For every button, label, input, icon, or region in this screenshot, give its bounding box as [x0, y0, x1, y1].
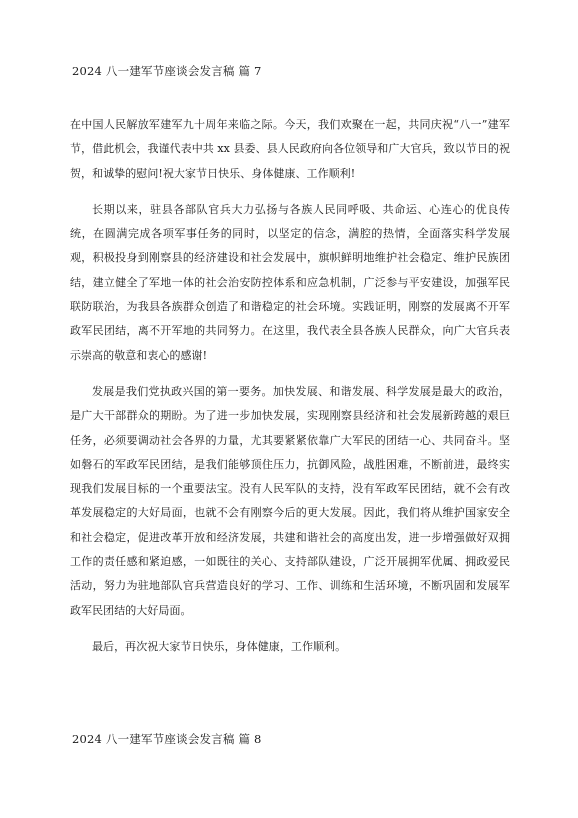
speech-body [70, 113, 510, 671]
paragraph-closing: 最后，再次祝大家节日快乐，身体健康，工作顺利。 [92, 639, 347, 653]
section-heading-7: 2024 八一建军节座谈会发言稿 篇 7 [72, 64, 262, 78]
paragraph-army-contribution: 长期以来，驻县各部队官兵大力弘扬与各族人民同呼吸、共命运、心连心的优良传统，在圆满完成各项军事任务的同时，以坚定的信念，满腔的热情，全面落实科学发展观，积极投身到刚察县的经济建设和社会发展中，旗帜鲜明地维护社会稳定、维护民族团结，建立健全了军地一体的社会治安防控体系和应急机制，广泛参与平安建设，加强军民联防联治，为我县各族群众创造了和谐稳定的社会环境。实践证明，刚察的发展离不开军政军民团结，离不开军地的共同努力。在这里，我代表全县各族人民群众，向广大官兵表示崇高的敬意和衷心的感谢! [70, 202, 510, 362]
paragraph-greeting: 在中国人民解放军建军九十周年来临之际。今天，我们欢聚在一起，共同庆祝“八一”建军节，借此机会，我谨代表中共 xx 县委、县人民政府向各位领导和广大官兵，致以节日的祝贺，和诚挚的慰问!祝大家节日快乐、身体健康、工作顺利! [70, 118, 510, 180]
paragraph-development: 发展是我们党执政兴国的第一要务。加快发展、和谐发展、科学发展是最大的政治，是广大干部群众的期盼。为了进一步加快发展，实现刚察县经济和社会发展新跨越的艰巨任务，必须要调动社会各界的力量，尤其要紧紧依靠广大军民的团结一心、共同奋斗。坚如磐石的军政军民团结，是我们能够顶住压力，抗御风险，战胜困难，不断前进，最终实现我们发展目标的一个重要法宝。没有人民军队的支持，没有军政军民团结，就不会有改革发展稳定的大好局面，也就不会有刚察今后的更大发展。因此，我们将从维护国家安全和社会稳定，促进改革开放和经济发展，共建和谐社会的高度出发，进一步增强做好双拥工作的责任感和紧迫感，一如既往的关心、支持部队建设，广泛开展拥军优属、拥政爱民活动，努力为驻地部队官兵营造良好的学习、工作、训练和生活环境，不断巩固和发展军政军民团结的大好局面。 [70, 384, 510, 617]
section-heading-8: 2024 八一建军节座谈会发言稿 篇 8 [72, 732, 262, 746]
